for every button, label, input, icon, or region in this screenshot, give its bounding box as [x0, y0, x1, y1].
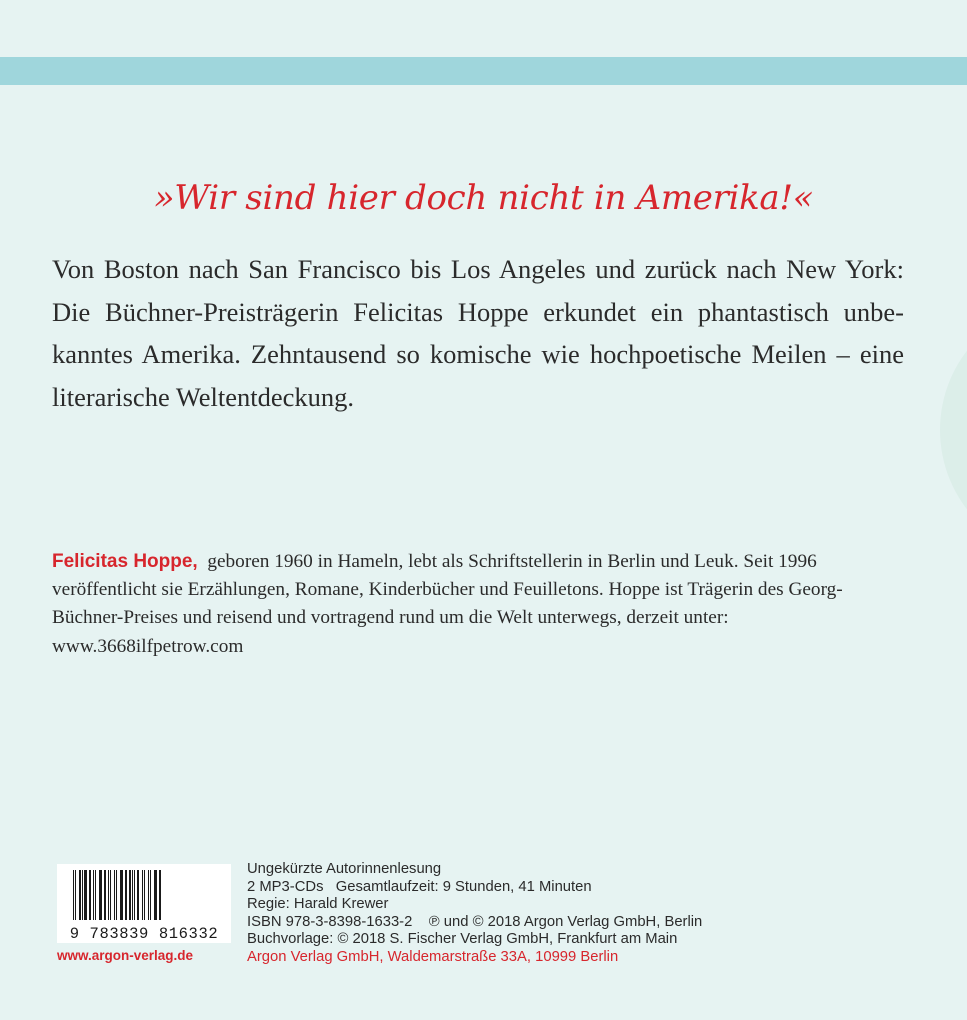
- blurb-text: Von Boston nach San Francisco bis Los Angeles und zurück nach New York: Die Büchner-Preisträgerin Felicitas Hoppe erkundet ein phantastisch unbekanntes Amerika. Zehntausend so komische wie hochpoetische Meilen – eine literarische Weltentdeckung.: [52, 254, 904, 412]
- barcode-bar: [89, 870, 91, 920]
- credits-block: [247, 861, 702, 967]
- barcode-bar: [79, 870, 81, 920]
- barcode-bar: [110, 870, 111, 920]
- barcode: [57, 864, 231, 943]
- barcode-bar: [82, 870, 83, 920]
- barcode-bars: [57, 864, 231, 943]
- decorative-circle: [940, 300, 967, 560]
- barcode-bar: [137, 870, 139, 920]
- publisher-address: Argon Verlag GmbH, Waldemarstraße 33A, 10999 Berlin: [247, 948, 619, 965]
- barcode-bar: [73, 870, 74, 920]
- barcode-bar: [142, 870, 143, 920]
- barcode-bar: [144, 870, 145, 920]
- barcode-bar: [148, 870, 149, 920]
- author-name: Felicitas Hoppe,: [52, 551, 198, 572]
- author-bio-text: geboren 1960 in Hameln, lebt als Schriftstellerin in Berlin und Leuk. Seit 1996 veröffentlicht sie Erzählungen, Romane, Kinderbücher und Feuilletons. Hoppe ist Trägerin des Georg-Büchner-Preises und reisend und vortragend rund um die Welt unterwegs, derzeit unter: www.3668ilfpetrow.com: [52, 551, 843, 657]
- barcode-bar: [134, 870, 135, 920]
- publisher-url: www.argon-verlag.de: [57, 948, 194, 963]
- barcode-bar: [116, 870, 117, 920]
- credits-line-format: 2 MP3-CDs Gesamtlaufzeit: 9 Stunden, 41 Minuten: [247, 878, 592, 895]
- barcode-bar: [125, 870, 127, 920]
- barcode-bar: [84, 870, 87, 920]
- top-color-band: [0, 57, 967, 85]
- barcode-bar-group: [73, 870, 161, 920]
- credits-line-source: Buchvorlage: © 2018 S. Fischer Verlag GmbH, Frankfurt am Main: [247, 931, 678, 948]
- credits-line-reading: Ungekürzte Autorinnenlesung: [247, 861, 442, 877]
- credits-line-isbn: ISBN 978-3-8398-1633-2 ℗ und © 2018 Argon Verlag GmbH, Berlin: [247, 913, 703, 930]
- barcode-bar: [132, 870, 133, 920]
- barcode-bar: [120, 870, 123, 920]
- barcode-bar: [104, 870, 106, 920]
- barcode-bar: [129, 870, 131, 920]
- barcode-bar: [93, 870, 94, 920]
- barcode-bar: [154, 870, 157, 920]
- headline-quote: »Wir sind hier doch nicht in Amerika!«: [153, 178, 814, 218]
- author-bio: [52, 548, 892, 661]
- barcode-bar: [159, 870, 161, 920]
- credits-line-director: Regie: Harald Krewer: [247, 896, 389, 913]
- barcode-bar: [108, 870, 109, 920]
- barcode-bar: [99, 870, 102, 920]
- barcode-digits: 9 783839 816332: [69, 925, 219, 943]
- barcode-bar: [150, 870, 151, 920]
- barcode-bar: [114, 870, 115, 920]
- barcode-bar: [95, 870, 96, 920]
- barcode-bar: [75, 870, 76, 920]
